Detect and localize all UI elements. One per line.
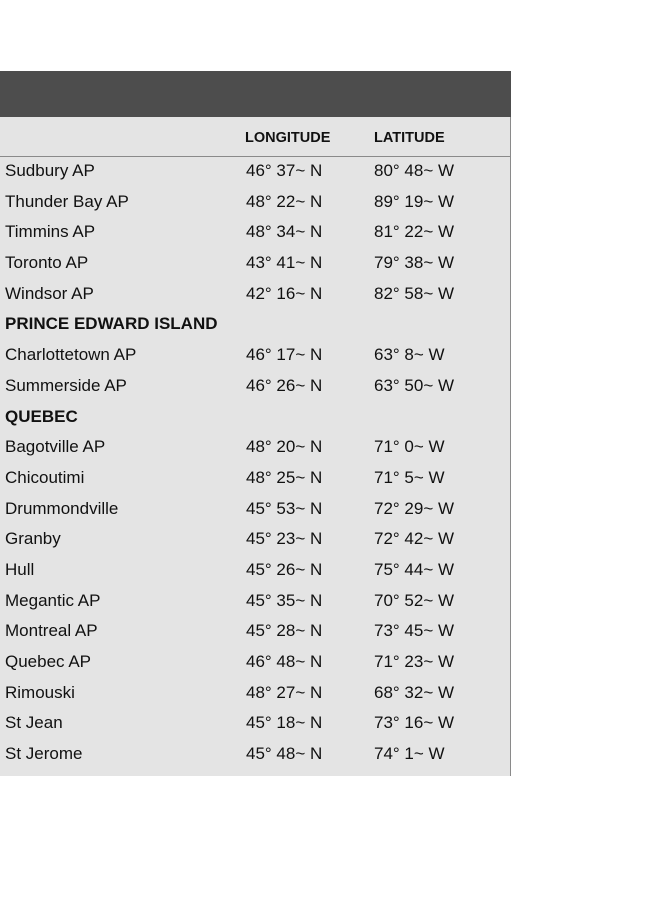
station-name: Timmins AP (5, 222, 96, 242)
table-row (0, 709, 510, 740)
station-name: St Jerome (5, 744, 83, 764)
longitude-value: 48° 20~ N (246, 437, 323, 457)
latitude-value: 70° 52~ W (374, 590, 455, 610)
table-row (0, 341, 510, 372)
station-name: Windsor AP (5, 283, 94, 303)
station-name: St Jean (5, 713, 63, 733)
longitude-value: 48° 34~ N (246, 222, 323, 242)
station-name: Granby (5, 529, 61, 549)
table-header-bar (0, 71, 511, 117)
latitude-value: 72° 29~ W (374, 498, 455, 518)
longitude-value: 45° 23~ N (246, 529, 323, 549)
section-title: QUEBEC (5, 406, 78, 426)
latitude-value: 63° 50~ W (374, 375, 455, 395)
table-row (0, 587, 510, 618)
longitude-value: 43° 41~ N (246, 253, 323, 273)
longitude-value: 48° 27~ N (246, 682, 323, 702)
latitude-value: 75° 44~ W (374, 559, 455, 579)
latitude-value: 82° 58~ W (374, 283, 455, 303)
table-row (0, 525, 510, 556)
station-name: Sudbury AP (5, 161, 95, 180)
table-row (0, 617, 510, 648)
longitude-value: 46° 17~ N (246, 345, 323, 365)
longitude-value: 46° 37~ N (246, 161, 323, 180)
latitude-value: 73° 45~ W (374, 621, 455, 641)
table-row (0, 188, 510, 219)
station-name: Megantic AP (5, 590, 101, 610)
table-row (0, 280, 510, 311)
station-name: Rimouski (5, 682, 75, 702)
latitude-value: 73° 16~ W (374, 713, 455, 733)
longitude-value: 48° 25~ N (246, 467, 323, 487)
table-row (0, 679, 510, 710)
latitude-value: 72° 42~ W (374, 529, 455, 549)
longitude-value: 46° 48~ N (246, 652, 323, 671)
latitude-value: 68° 32~ W (374, 682, 455, 702)
table-row (0, 464, 510, 495)
table-row (0, 218, 510, 249)
table-row (0, 372, 510, 403)
latitude-value: 71° 23~ W (374, 652, 455, 671)
latitude-value: 79° 38~ W (374, 253, 455, 273)
section-title: PRINCE EDWARD ISLAND (5, 314, 218, 334)
column-header-row (0, 117, 510, 157)
table-row (0, 495, 510, 526)
station-name: Summerside AP (5, 375, 127, 395)
latitude-value: 71° 5~ W (374, 467, 445, 487)
table-row (0, 157, 510, 188)
longitude-value: 48° 22~ N (246, 191, 323, 211)
table-row (0, 648, 510, 679)
longitude-value: 45° 28~ N (246, 621, 323, 641)
station-name: Drummondville (5, 498, 119, 518)
station-name: Charlottetown AP (5, 345, 137, 365)
latitude-value: 81° 22~ W (374, 222, 455, 242)
station-name: Bagotville AP (5, 437, 106, 457)
longitude-value: 45° 18~ N (246, 713, 323, 733)
longitude-value: 46° 26~ N (246, 375, 323, 395)
longitude-value: 42° 16~ N (246, 283, 323, 303)
coordinates-table (0, 71, 511, 776)
table-row (0, 740, 510, 771)
longitude-column-header: LONGITUDE (245, 130, 331, 146)
longitude-value: 45° 26~ N (246, 559, 323, 579)
longitude-value: 45° 35~ N (246, 590, 323, 610)
table-row (0, 433, 510, 464)
latitude-value: 74° 1~ W (374, 744, 445, 764)
station-name: Chicoutimi (5, 467, 85, 487)
station-name: Montreal AP (5, 621, 98, 641)
latitude-value: 89° 19~ W (374, 191, 455, 211)
latitude-value: 80° 48~ W (374, 161, 455, 180)
latitude-value: 71° 0~ W (374, 437, 445, 457)
longitude-value: 45° 48~ N (246, 744, 323, 764)
table-row (0, 249, 510, 280)
latitude-column-header: LATITUDE (374, 130, 445, 146)
station-name: Toronto AP (5, 253, 89, 273)
latitude-value: 63° 8~ W (374, 345, 445, 365)
station-name: Thunder Bay AP (5, 191, 129, 211)
table-rows (0, 157, 510, 771)
station-name: Quebec AP (5, 652, 92, 671)
table-row (0, 556, 510, 587)
table-body (0, 117, 511, 776)
station-name: Hull (5, 559, 35, 579)
section-header-row (0, 403, 510, 434)
longitude-value: 45° 53~ N (246, 498, 323, 518)
section-header-row (0, 310, 510, 341)
